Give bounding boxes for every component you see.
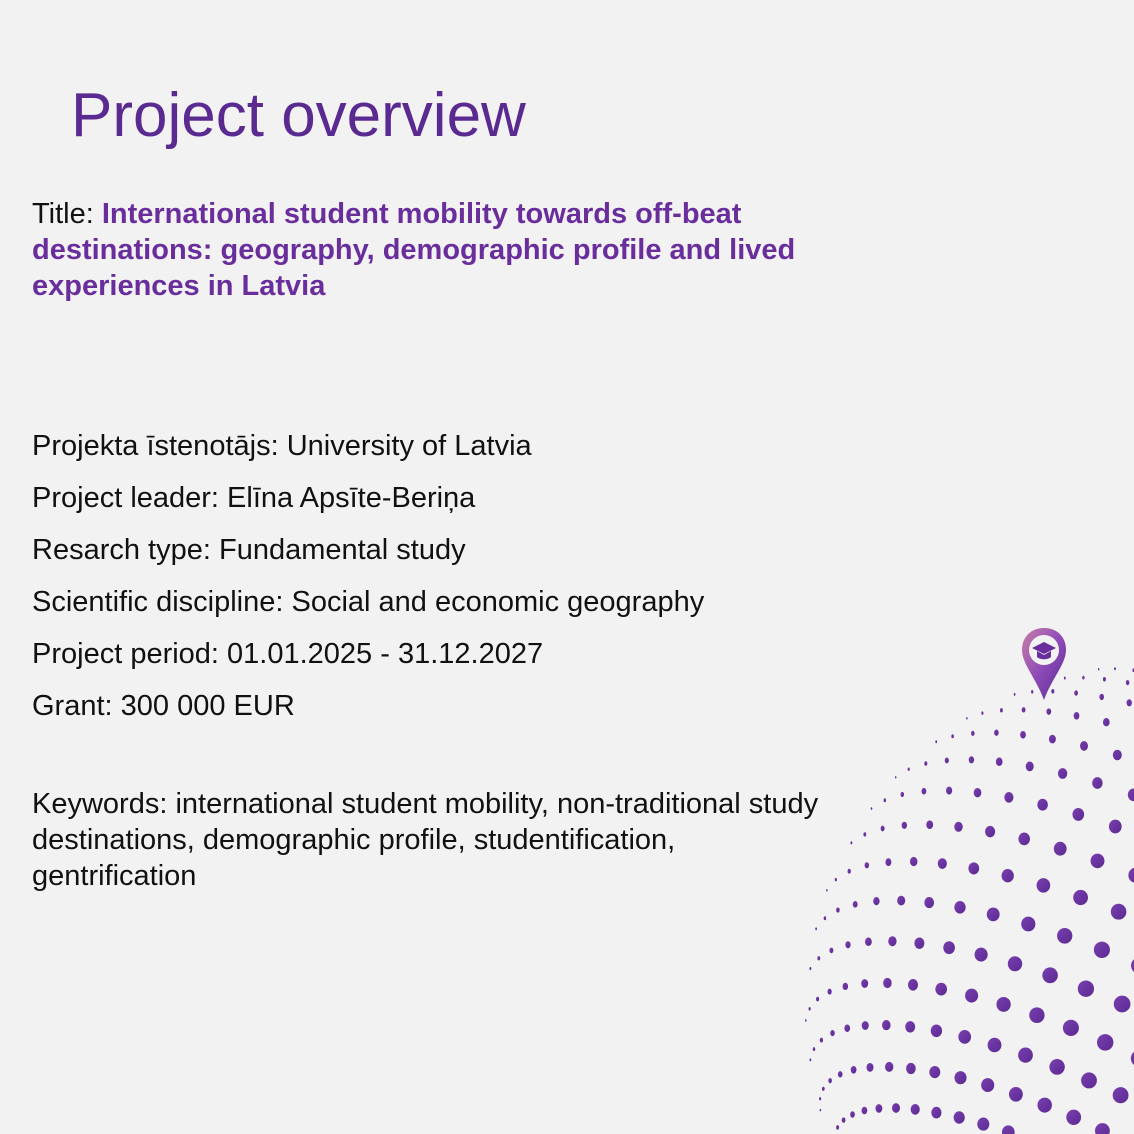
- globe-decoration: [770, 600, 1134, 1134]
- globe-dot: [954, 1071, 966, 1084]
- globe-dot: [1064, 676, 1066, 679]
- globe-dot: [994, 730, 999, 736]
- globe-dot: [820, 1109, 822, 1112]
- keywords-value: international student mobility, non-traditional study destinations, demographic profile, studentification, gentrification: [32, 788, 819, 892]
- globe-dot: [1018, 1047, 1033, 1062]
- globe-dot: [884, 798, 887, 802]
- detail-value: University of Latvia: [286, 430, 532, 462]
- globe-dot: [1049, 735, 1056, 744]
- globe-dot: [910, 857, 918, 866]
- globe-dot: [1092, 777, 1102, 789]
- globe-dot: [1091, 854, 1105, 869]
- globe-dot: [1114, 667, 1116, 670]
- globe-dot: [914, 937, 924, 948]
- globe-dot: [1018, 833, 1029, 846]
- globe-dot: [853, 901, 858, 908]
- globe-dot: [1026, 762, 1034, 772]
- globe-dot: [1074, 712, 1080, 720]
- detail-label: Project period:: [32, 638, 228, 670]
- globe-dot: [996, 997, 1010, 1012]
- globe-dot: [905, 1021, 915, 1032]
- globe-dot: [1046, 708, 1051, 715]
- globe-dot: [875, 1104, 882, 1113]
- globe-dot: [1078, 980, 1094, 996]
- globe-dot: [1073, 890, 1088, 905]
- globe-dot: [892, 1103, 900, 1113]
- globe-dot: [865, 862, 870, 868]
- globe-dot: [816, 997, 819, 1002]
- globe-dot: [1008, 956, 1022, 971]
- detail-label: Scientific discipline:: [32, 586, 292, 618]
- globe-dot: [975, 948, 988, 962]
- globe-dot: [845, 941, 850, 948]
- globe-dot: [851, 1066, 857, 1074]
- globe-dot: [885, 858, 891, 866]
- project-title: [32, 196, 832, 304]
- globe-dot: [974, 788, 982, 797]
- project-title-value: International student mobility towards off-beat destinations: geography, demographic profile and lived experiences in Latvia: [32, 198, 796, 302]
- globe-dot: [862, 1107, 868, 1115]
- globe-dot: [954, 1111, 965, 1123]
- globe-dot: [871, 807, 873, 810]
- globe-dot: [848, 869, 851, 874]
- globe-dot: [1049, 1059, 1064, 1075]
- detail-value: Fundamental study: [218, 534, 466, 566]
- globe-dot: [885, 1062, 893, 1072]
- detail-value: 01.01.2025 - 31.12.2027: [227, 638, 544, 670]
- globe-dot: [865, 938, 872, 947]
- globe-dot: [835, 878, 837, 882]
- globe-dot: [815, 927, 817, 930]
- globe-dot: [1072, 808, 1084, 821]
- globe-dot: [985, 826, 995, 837]
- globe-dot: [946, 787, 952, 795]
- globe-dot: [820, 1038, 823, 1043]
- globe-dot: [826, 889, 828, 892]
- globe-dot: [1081, 1072, 1097, 1088]
- globe-dot: [1103, 718, 1110, 726]
- globe-dot: [1080, 741, 1088, 751]
- globe-dot: [1103, 677, 1106, 681]
- globe-dot: [883, 978, 892, 988]
- globe-dot: [828, 1078, 832, 1083]
- globe-dot: [929, 1066, 940, 1078]
- globe-dot: [906, 1063, 916, 1074]
- globe-dot: [981, 711, 983, 714]
- globe-dot: [1031, 690, 1033, 694]
- globe-dot: [954, 822, 962, 832]
- detail-value: Social and economic geography: [291, 586, 705, 618]
- globe-dot: [850, 841, 852, 844]
- globe-dot: [965, 989, 978, 1003]
- globe-dot: [827, 989, 831, 995]
- globe-dot: [836, 1125, 839, 1130]
- globe-dot: [1113, 750, 1122, 761]
- globe-dot: [1109, 820, 1122, 834]
- globe-dot: [1009, 1087, 1023, 1102]
- globe-dot: [1002, 869, 1014, 882]
- globe-dot: [813, 1047, 815, 1051]
- detail-label: Resarch type:: [32, 534, 219, 566]
- graduation-cap-pin-icon: [1022, 628, 1066, 700]
- globe-dot: [1114, 996, 1131, 1013]
- globe-dot: [1098, 668, 1099, 671]
- globe-dot: [1082, 676, 1084, 680]
- globe-dot: [1126, 680, 1130, 685]
- globe-dot: [1095, 1123, 1110, 1134]
- globe-dot: [830, 1030, 834, 1036]
- globe-dot: [938, 858, 947, 869]
- globe-dot: [943, 941, 955, 954]
- globe-dot: [924, 761, 927, 766]
- globe-dot: [822, 1087, 825, 1091]
- globe-dot: [935, 983, 947, 996]
- globe-dot: [850, 1111, 855, 1117]
- globe-dot: [926, 820, 933, 829]
- globe-dot: [836, 907, 840, 912]
- globe-dot: [908, 767, 910, 770]
- globe-dot: [805, 1019, 807, 1022]
- globe-dot: [911, 1104, 920, 1115]
- globe-dot: [1054, 842, 1067, 856]
- globe-dot: [1020, 731, 1026, 739]
- detail-research-type: [32, 524, 704, 576]
- globe-dot: [888, 936, 896, 946]
- globe-dot: [958, 1030, 971, 1044]
- detail-label: Projekta īstenotājs:: [32, 430, 287, 462]
- project-title-label: Title:: [32, 198, 102, 230]
- globe-dot: [931, 1107, 941, 1119]
- globe-dot: [881, 826, 885, 832]
- globe-dot: [1063, 1020, 1079, 1036]
- globe-dot: [897, 896, 905, 906]
- globe-dot: [1042, 967, 1058, 983]
- globe-dot: [981, 1078, 994, 1092]
- globe-dot: [954, 901, 965, 914]
- globe-dot: [862, 1021, 869, 1030]
- globe-dot: [1128, 789, 1134, 802]
- globe-dot: [1037, 1098, 1051, 1113]
- globe-dot: [842, 1117, 846, 1122]
- dotted-globe-icon: [770, 600, 1134, 1134]
- globe-dot: [1037, 799, 1047, 811]
- detail-implementer: [32, 420, 704, 472]
- keywords-label: Keywords:: [32, 788, 176, 820]
- detail-scientific-discipline: [32, 576, 704, 628]
- keywords: [32, 786, 822, 894]
- globe-dot: [1000, 708, 1003, 712]
- globe-dot: [838, 1071, 843, 1077]
- globe-dot: [819, 1097, 821, 1100]
- globe-dot: [843, 983, 849, 990]
- globe-dot: [1127, 699, 1132, 706]
- globe-dot: [1094, 942, 1110, 958]
- globe-dot: [829, 948, 833, 954]
- globe-dot: [931, 1024, 942, 1037]
- globe-dot: [968, 862, 979, 874]
- globe-dot: [817, 956, 820, 960]
- globe-dot: [988, 1038, 1002, 1053]
- globe-dot: [977, 1118, 989, 1131]
- globe-dot: [951, 734, 954, 738]
- detail-project-leader: [32, 472, 704, 524]
- page-title: Project overview: [71, 81, 526, 150]
- globe-dot: [1097, 1034, 1113, 1051]
- globe-dot: [824, 916, 827, 920]
- detail-label: Project leader:: [32, 482, 228, 514]
- globe-dot: [1113, 1087, 1129, 1103]
- globe-dot: [971, 731, 975, 736]
- globe-dot: [863, 832, 866, 836]
- globe-dot: [969, 756, 974, 763]
- detail-grant: [32, 680, 704, 732]
- globe-dot: [1074, 690, 1078, 695]
- globe-dot: [922, 788, 927, 795]
- detail-value: Elīna Apsīte-Beriņa: [227, 482, 476, 514]
- detail-project-period: [32, 628, 704, 680]
- globe-dot: [1066, 1110, 1081, 1125]
- globe-dot: [966, 717, 968, 720]
- globe-dot: [810, 1058, 812, 1061]
- globe-dot: [945, 757, 949, 763]
- globe-dot: [901, 792, 905, 797]
- globe-dot: [866, 1063, 873, 1072]
- globe-dot: [882, 1020, 891, 1030]
- globe-dot: [924, 897, 934, 908]
- globe-dot: [1037, 878, 1051, 892]
- globe-dot: [902, 822, 907, 829]
- globe-dot: [1021, 917, 1035, 932]
- globe-dot: [1099, 694, 1104, 700]
- globe-dot: [1058, 768, 1067, 779]
- globe-dot: [873, 897, 879, 905]
- globe-dot: [1002, 1125, 1015, 1134]
- globe-dot: [895, 776, 896, 779]
- globe-dot: [1022, 707, 1026, 712]
- detail-value: 300 000 EUR: [120, 690, 295, 722]
- detail-label: Grant:: [32, 690, 121, 722]
- globe-dot: [1128, 868, 1134, 883]
- globe-dot: [1057, 928, 1072, 944]
- globe-dot: [987, 908, 1000, 922]
- globe-dot: [809, 967, 811, 970]
- globe-dot: [908, 979, 918, 991]
- globe-dot: [935, 740, 937, 743]
- globe-dot: [844, 1024, 850, 1032]
- globe-dot: [1029, 1007, 1044, 1023]
- globe-dot: [861, 979, 868, 988]
- globe-dot: [1014, 693, 1016, 696]
- globe-dot: [1111, 904, 1127, 920]
- globe-dot: [996, 758, 1003, 766]
- globe-dot: [1051, 689, 1054, 694]
- globe-dot: [809, 1007, 811, 1011]
- project-details-list: [32, 420, 704, 732]
- globe-dot: [1004, 792, 1013, 803]
